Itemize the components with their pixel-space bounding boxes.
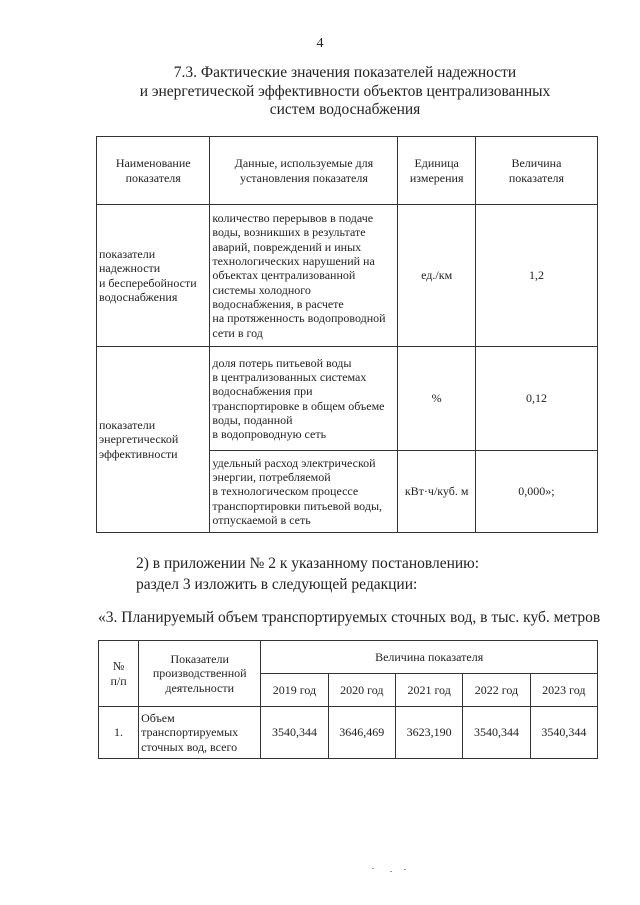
header-year: 2023 год xyxy=(530,674,597,707)
header-unit xyxy=(398,137,475,205)
header-value-group: Величина показателя xyxy=(261,641,598,674)
cell-text: и бесперебойности xyxy=(99,275,197,290)
header-year: 2020 год xyxy=(328,674,395,707)
cell-text: транспортируемых xyxy=(141,725,239,740)
header-text: деятельности xyxy=(165,680,235,695)
section-title-line: 7.3. Фактические значения показателей надежности xyxy=(173,64,517,81)
header-text: Наименование xyxy=(115,156,191,171)
section-title xyxy=(110,64,580,120)
header-data-used xyxy=(210,137,398,205)
cell-text: сети в год xyxy=(212,325,263,340)
indicator-data-reliability xyxy=(210,205,398,347)
cell-text: в централизованных системах xyxy=(212,369,367,384)
indicator-unit: кВт·ч/куб. м xyxy=(398,451,475,533)
reliability-indicators-table xyxy=(96,136,598,533)
cell-text: сточных вод, всего xyxy=(141,739,238,754)
cell-text: энергии, потребляемой xyxy=(212,470,331,485)
cell-text: показатели xyxy=(99,246,156,261)
header-text: Показатели xyxy=(170,652,229,667)
cell-text: надежности xyxy=(99,261,161,276)
header-text: установления показателя xyxy=(239,170,368,185)
row-value: 3540,344 xyxy=(463,707,530,759)
row-value: 3540,344 xyxy=(261,707,328,759)
table-row xyxy=(97,205,598,347)
cell-text: транспортировки питьевой воды, xyxy=(212,498,383,513)
indicator-value: 0,000»; xyxy=(475,451,597,533)
cell-text: аварий, повреждений и иных xyxy=(212,239,362,254)
header-indicator-name xyxy=(97,137,210,205)
cell-text: удельный расход электрической xyxy=(212,455,376,470)
header-text: п/п xyxy=(110,673,127,688)
scan-artifact xyxy=(404,869,406,870)
cell-text: количество перерывов в подаче xyxy=(212,211,374,226)
header-text: измерения xyxy=(409,170,464,185)
cell-text: доля потерь питьевой воды xyxy=(212,355,352,370)
scan-artifact xyxy=(372,868,374,869)
indicator-unit: ед./км xyxy=(398,205,475,347)
cell-text: транспортировке в общем объеме xyxy=(212,398,385,413)
page-number: 4 xyxy=(316,36,324,51)
scan-artifact xyxy=(390,871,392,872)
cell-text: системы холодного xyxy=(212,282,311,297)
cell-text: отпускаемой в сеть xyxy=(212,512,311,527)
table-header-row xyxy=(97,137,598,205)
row-value: 3646,469 xyxy=(328,707,395,759)
header-text: Данные, используемые для xyxy=(234,156,374,171)
header-year: 2019 год xyxy=(261,674,328,707)
indicator-data-water-loss xyxy=(210,347,398,451)
cell-text: энергетической xyxy=(99,432,179,447)
table-header-row xyxy=(99,641,598,674)
cell-text: Объем xyxy=(141,711,175,726)
amendment-paragraph-line: 2) в приложении № 2 к указанному постановлению: xyxy=(136,555,480,572)
section-heading: «3. Планируемый объем транспортируемых сточных вод, в тыс. куб. метров xyxy=(98,609,601,626)
header-text: Величина xyxy=(511,156,562,171)
header-year: 2022 год xyxy=(463,674,530,707)
cell-text: объектах централизованной xyxy=(212,268,356,283)
cell-text: воды, поданной xyxy=(212,412,293,427)
indicator-name-reliability xyxy=(97,205,210,347)
cell-text: на протяженность водопроводной xyxy=(212,311,386,326)
row-indicator xyxy=(139,707,261,759)
cell-text: эффективности xyxy=(99,446,178,461)
header-text: показателя xyxy=(125,170,181,185)
indicator-data-electricity xyxy=(210,451,398,533)
header-text: производственной xyxy=(152,666,247,681)
amendment-paragraph-line: раздел 3 изложить в следующей редакции: xyxy=(136,576,418,593)
cell-text: водоснабжения, в расчете xyxy=(212,296,344,311)
header-indicator xyxy=(139,641,261,707)
cell-text: водоснабжения при xyxy=(212,384,313,399)
header-text: показателя xyxy=(508,170,565,185)
wastewater-volume-table xyxy=(98,640,598,759)
indicator-value: 0,12 xyxy=(475,347,597,451)
section-title-line: систем водоснабжения xyxy=(269,101,421,118)
cell-text: воды, возникших в результате xyxy=(212,225,366,240)
section-title-line: и энергетической эффективности объектов централизованных xyxy=(139,82,551,100)
cell-text: в водопроводную сеть xyxy=(212,427,327,442)
cell-text: водоснабжения xyxy=(99,289,178,304)
header-text: Единица xyxy=(414,156,459,171)
cell-text: в технологическом процессе xyxy=(212,484,359,499)
row-number: 1. xyxy=(99,707,139,759)
header-number xyxy=(99,641,139,707)
cell-text: технологических нарушений на xyxy=(212,254,375,269)
table-row xyxy=(99,707,598,759)
row-value: 3623,190 xyxy=(395,707,462,759)
table-row xyxy=(97,347,598,451)
indicator-value: 1,2 xyxy=(475,205,597,347)
header-value xyxy=(475,137,597,205)
indicator-unit: % xyxy=(398,347,475,451)
header-text: № xyxy=(112,659,125,674)
cell-text: показатели xyxy=(99,418,156,433)
indicator-name-energy xyxy=(97,347,210,533)
header-year: 2021 год xyxy=(395,674,462,707)
row-value: 3540,344 xyxy=(530,707,597,759)
